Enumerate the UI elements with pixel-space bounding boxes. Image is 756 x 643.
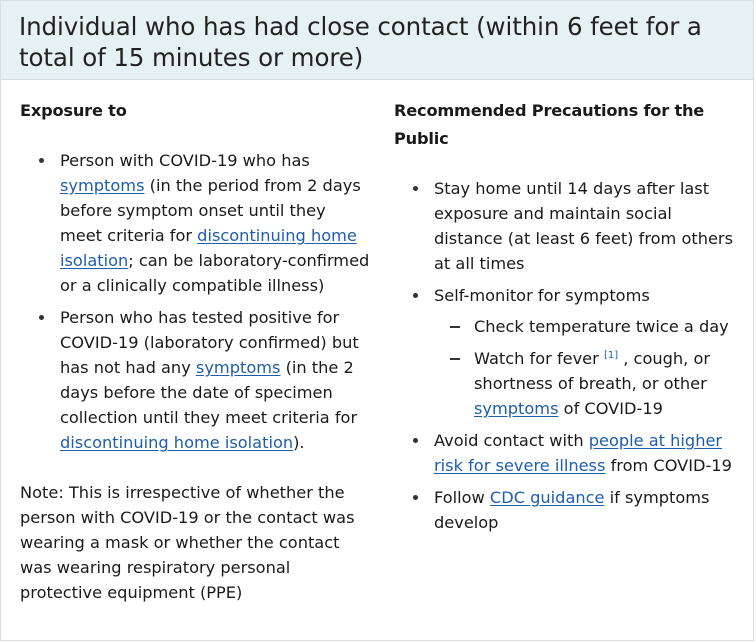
precautions-column	[394, 97, 739, 542]
sub-list-item: Check temperature twice a day	[434, 314, 739, 339]
people-at-higher-risk-link[interactable]: people at higher risk for severe illness	[434, 431, 723, 475]
sub-list	[434, 314, 739, 421]
discontinuing-home-isolation-link[interactable]: discontinuing home isolation	[60, 226, 357, 270]
sub-list-item: Watch for fever [1] , cough, or shortness of breath, or other symptoms of COVID-19	[434, 346, 739, 421]
exposure-column	[20, 97, 372, 621]
symptoms-link[interactable]: symptoms	[474, 399, 559, 418]
list-item: Stay home until 14 days after last exposure and maintain social distance (at least 6 feet) from others at all times	[394, 176, 739, 276]
exposure-heading: Exposure to	[20, 101, 127, 120]
exposure-list	[20, 148, 372, 455]
list-item: Self-monitor for symptoms Check temperature twice a day Watch for fever [1] , cough, or shortness of breath, or other symptoms of COVID-19	[394, 283, 739, 421]
precautions-heading: Recommended Precautions for the Public	[394, 101, 705, 148]
list-item: Person with COVID-19 who has symptoms (in the period from 2 days before symptom onset until they meet criteria for discontinuing home isolation; can be laboratory-confirmed or a clinically compatible illness)	[20, 148, 372, 298]
list-item: Follow CDC guidance if symptoms develop	[394, 485, 739, 535]
card-title: Individual who has had close contact (within 6 feet for a total of 15 minutes or more)	[19, 12, 702, 72]
symptoms-link[interactable]: symptoms	[195, 358, 281, 377]
list-item: Avoid contact with people at higher risk for severe illness from COVID-19	[394, 428, 739, 478]
list-item: Person who has tested positive for COVID-19 (laboratory confirmed) but has not had any symptoms (in the 2 days before the date of specimen collection until they meet criteria for discontinuing home isolation).	[20, 305, 372, 455]
precautions-list	[394, 176, 739, 535]
symptoms-link[interactable]: symptoms	[60, 176, 145, 195]
footnote-ref[interactable]: [1]	[603, 350, 619, 361]
cdc-guidance-link[interactable]: CDC guidance	[489, 488, 605, 507]
card-header	[1, 1, 753, 80]
discontinuing-home-isolation-link[interactable]: discontinuing home isolation	[60, 433, 294, 452]
note-text: Note: This is irrespective of whether the person with COVID-19 or the contact was wearing a mask or whether the contact was wearing respiratory personal protective equipment (PPE)	[20, 483, 355, 602]
